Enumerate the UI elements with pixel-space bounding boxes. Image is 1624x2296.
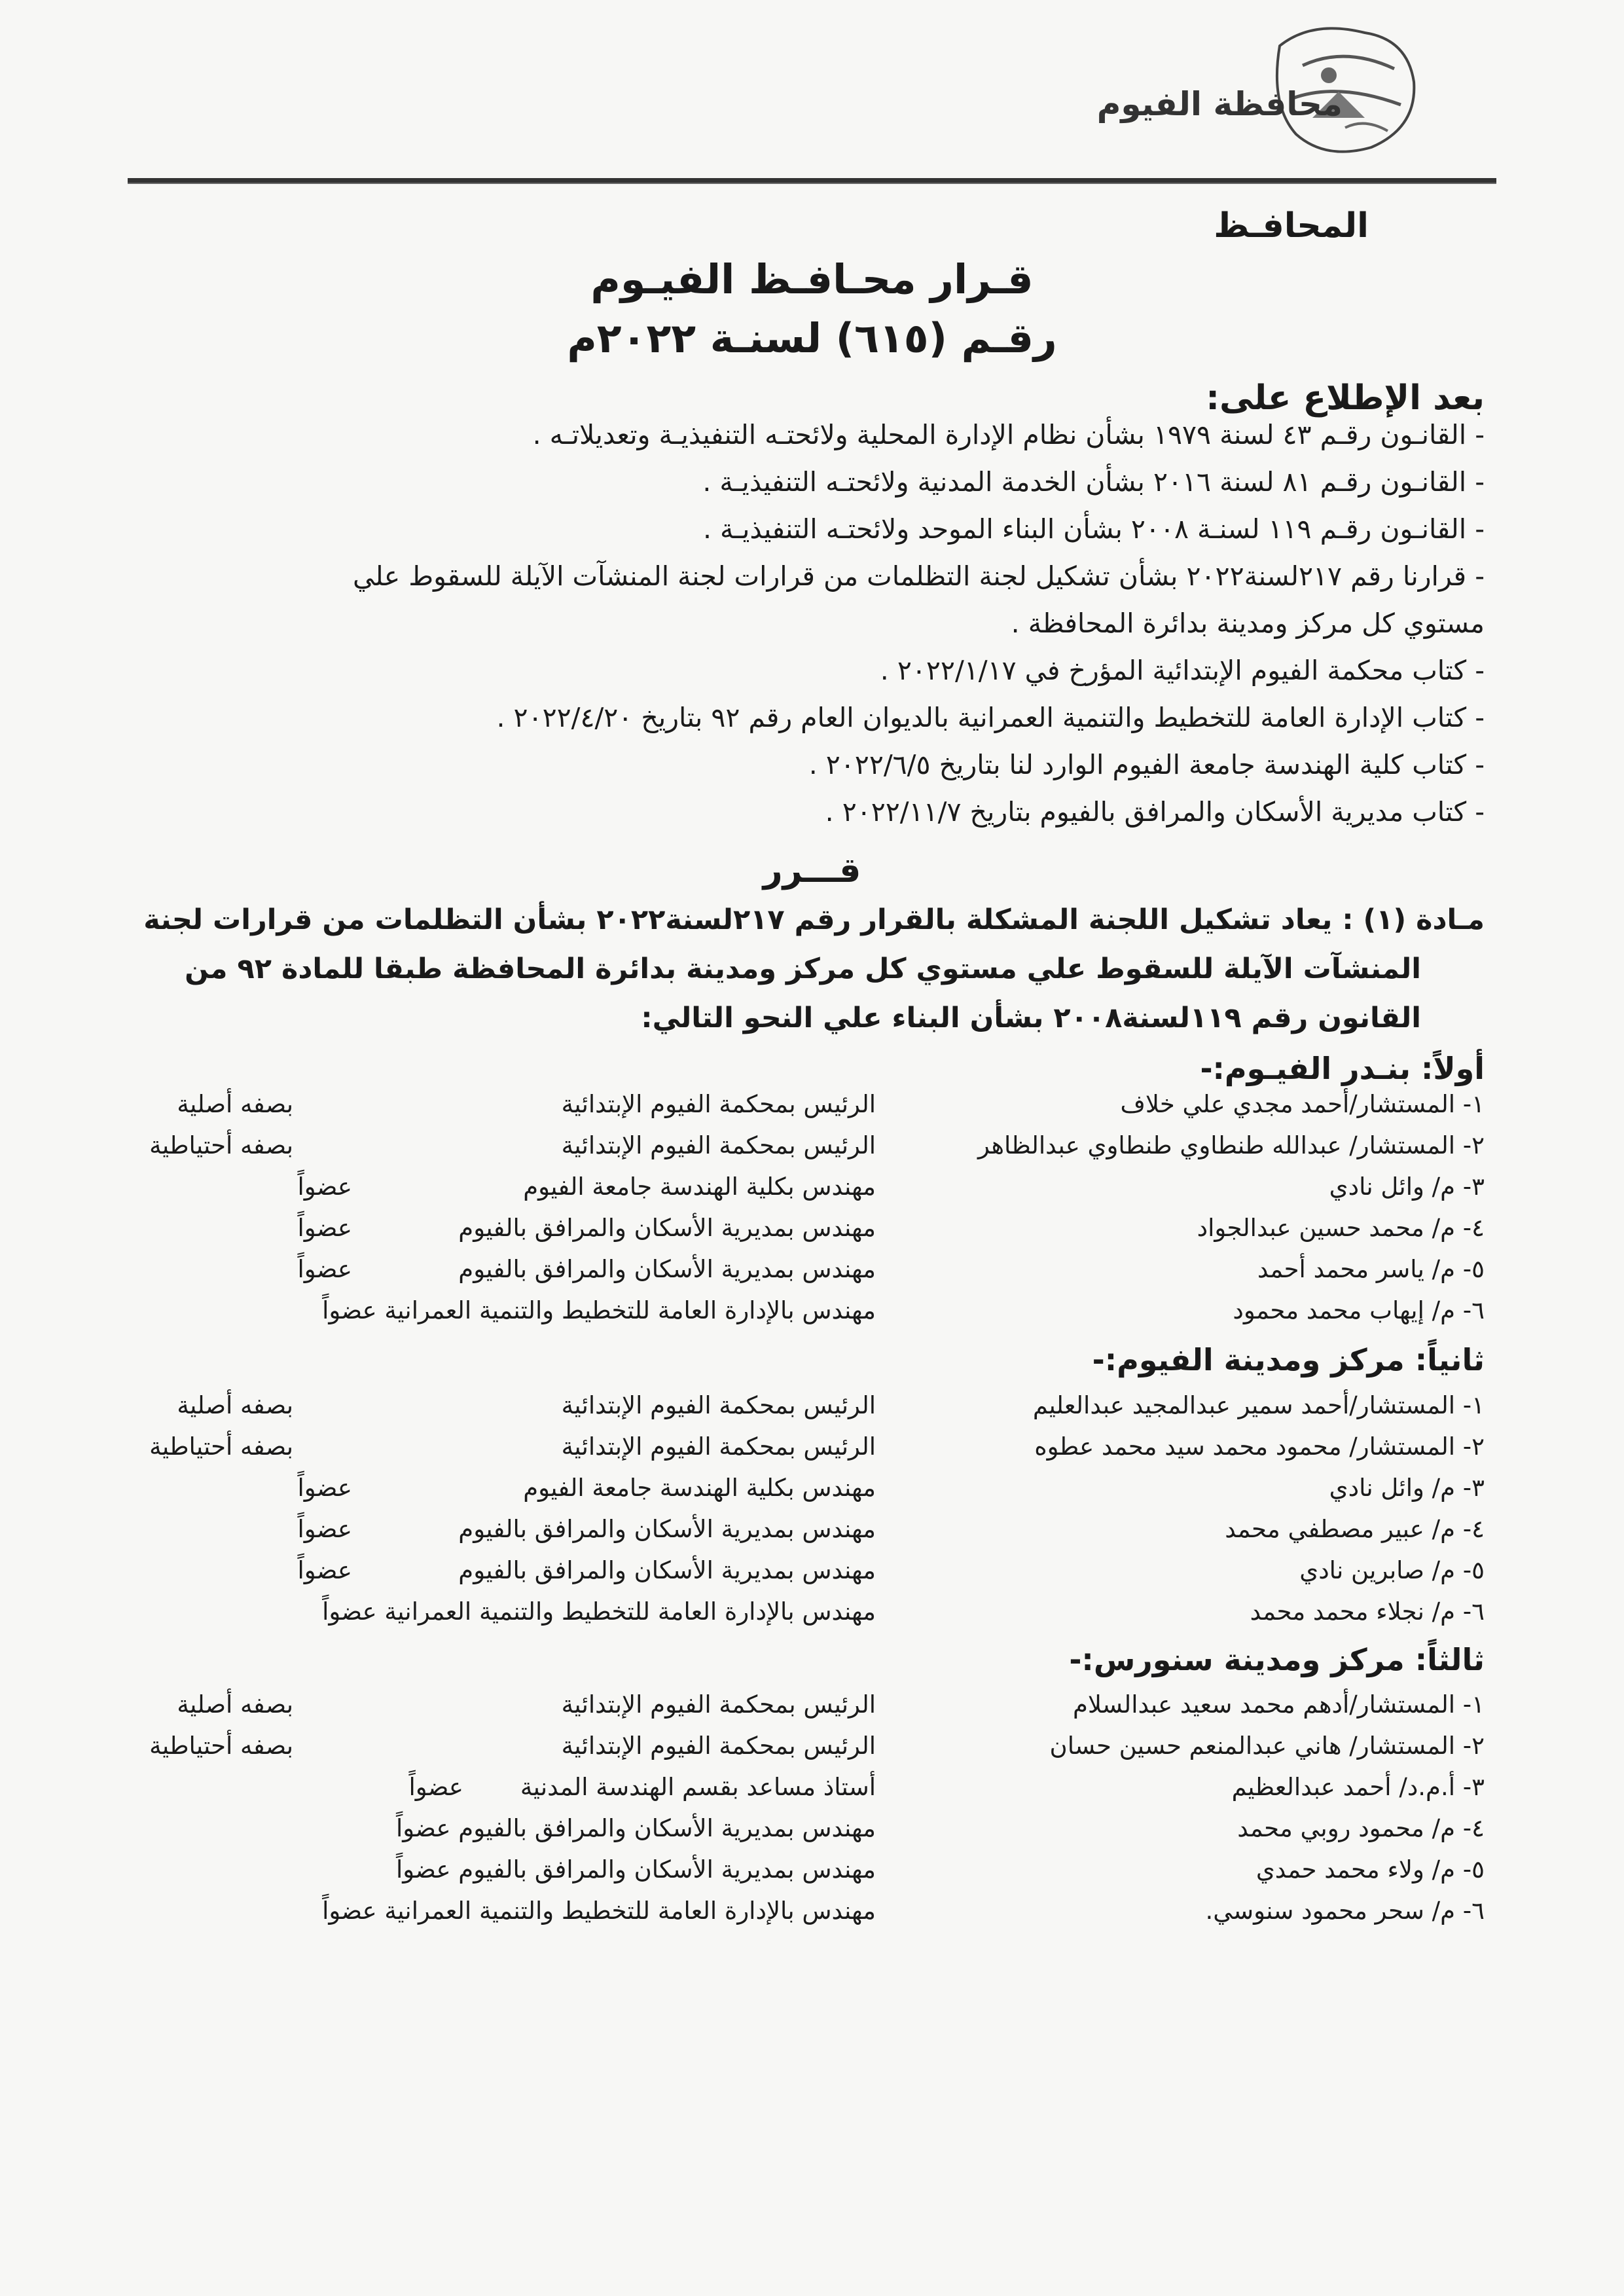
member-capacity: بصفه أحتياطية: [149, 1432, 293, 1461]
member-capacity: عضواً: [297, 1255, 352, 1283]
member-name: ١- المستشار/أحمد مجدي علي خلاف: [1120, 1090, 1485, 1118]
section-heading: ثالثاً: مركز ومدينة سنورس:-: [1069, 1642, 1485, 1677]
member-position: أستاذ مساعد بقسم الهندسة المدنية: [520, 1773, 876, 1801]
member-row: [136, 1515, 1485, 1552]
member-position: مهندس بالإدارة العامة للتخطيط والتنمية العمرانية عضواً: [322, 1597, 876, 1626]
reference-line: - القانـون رقـم ٤٣ لسنة ١٩٧٩ بشأن نظام الإدارة المحلية ولائحتـه التنفيذيـة وتعديلاتـه .: [532, 419, 1485, 450]
member-row: [136, 1732, 1485, 1768]
member-position: مهندس بالإدارة العامة للتخطيط والتنمية العمرانية عضواً: [322, 1296, 876, 1324]
reference-line: - كتاب محكمة الفيوم الإبتدائية المؤرخ في ٢٠٢٢/١/١٧ .: [880, 655, 1485, 686]
member-position: الرئيس بمحكمة الفيوم الإبتدائية: [561, 1391, 876, 1419]
member-name: ٥- م/ ياسر محمد أحمد: [1257, 1255, 1485, 1283]
member-row: [136, 1773, 1485, 1810]
member-name: ٣- م/ وائل نادي: [1329, 1173, 1485, 1201]
member-position: مهندس بمديرية الأسكان والمرافق بالفيوم: [458, 1255, 876, 1283]
reference-line: - كتاب الإدارة العامة للتخطيط والتنمية العمرانية بالديوان العام رقم ٩٢ بتاريخ ٢٠٢٢/٤/٢٠ .: [496, 702, 1485, 733]
reference-line: - كتاب مديرية الأسكان والمرافق بالفيوم بتاريخ ٢٠٢٢/١١/٧ .: [825, 796, 1485, 828]
reference-line: - القانـون رقـم ٨١ لسنة ٢٠١٦ بشأن الخدمة المدنية ولائحتـه التنفيذيـة .: [702, 466, 1485, 498]
member-name: ٥- م/ صابرين نادي: [1299, 1556, 1485, 1584]
member-name: ٣- م/ وائل نادي: [1329, 1474, 1485, 1502]
member-row: [136, 1255, 1485, 1292]
member-position: مهندس بكلية الهندسة جامعة الفيوم: [523, 1474, 876, 1502]
article-1-line: مـادة (١) : يعاد تشكيل اللجنة المشكلة بالقرار رقم ٢١٧لسنة٢٠٢٢ بشأن التظلمات من قرارات لجنة: [143, 903, 1485, 936]
member-capacity: عضواً: [297, 1556, 352, 1584]
member-row: [136, 1131, 1485, 1168]
member-position: الرئيس بمحكمة الفيوم الإبتدائية: [561, 1732, 876, 1760]
member-row: [136, 1556, 1485, 1593]
member-name: ٦- م/ سحر محمود سنوسي.: [1205, 1897, 1485, 1925]
preamble-heading: بعد الإطلاع على:: [1206, 378, 1485, 418]
reference-line: - قرارنا رقم ٢١٧لسنة٢٠٢٢ بشأن تشكيل لجنة التظلمات من قرارات لجنة المنشآت الآيلة للسقوط علي: [352, 560, 1485, 592]
member-position: الرئيس بمحكمة الفيوم الإبتدائية: [561, 1131, 876, 1159]
article-1-line: القانون رقم ١١٩لسنة٢٠٠٨ بشأن البناء علي النحو التالي:: [641, 1002, 1421, 1034]
member-name: ١- المستشار/أحمد سمير عبدالمجيد عبدالعليم: [1032, 1391, 1485, 1419]
member-capacity: عضواً: [408, 1773, 463, 1801]
member-position: الرئيس بمحكمة الفيوم الإبتدائية: [561, 1690, 876, 1719]
article-1-line: المنشآت الآيلة للسقوط علي مستوي كل مركز ومدينة بدائرة المحافظة طبقا للمادة ٩٢ من: [185, 953, 1421, 985]
member-position: مهندس بالإدارة العامة للتخطيط والتنمية العمرانية عضواً: [322, 1897, 876, 1925]
section-heading: أولاً: بنـدر الفيـوم:-: [1200, 1051, 1485, 1086]
member-position: مهندس بمديرية الأسكان والمرافق بالفيوم: [458, 1515, 876, 1543]
member-row: [136, 1690, 1485, 1727]
member-row: [136, 1474, 1485, 1510]
member-position: مهندس بمديرية الأسكان والمرافق بالفيوم: [458, 1214, 876, 1242]
member-row: [136, 1214, 1485, 1250]
decided-heading: قـــرر: [763, 851, 861, 890]
member-name: ٣- أ.م.د/ أحمد عبدالعظيم: [1231, 1773, 1485, 1801]
member-name: ٢- المستشار/ هاني عبدالمنعم حسين حسان: [1049, 1732, 1485, 1760]
office-label: المحافـظ: [1214, 206, 1369, 246]
member-name: ١- المستشار/أدهم محمد سعيد عبدالسلام: [1072, 1690, 1485, 1719]
member-capacity: عضواً: [297, 1214, 352, 1242]
governorate-name: محافظة الفيوم: [1096, 85, 1343, 123]
member-capacity: بصفه أصلية: [177, 1690, 293, 1719]
header-rule: [128, 178, 1496, 184]
member-position: مهندس بمديرية الأسكان والمرافق بالفيوم: [458, 1556, 876, 1584]
member-name: ٦- م/ إيهاب محمد محمود: [1233, 1296, 1485, 1324]
member-capacity: عضواً: [297, 1173, 352, 1201]
member-row: [136, 1897, 1485, 1933]
member-name: ٤- م/ محمود روبي محمد: [1237, 1814, 1485, 1842]
member-position: مهندس بمديرية الأسكان والمرافق بالفيوم عضواً: [395, 1855, 876, 1884]
member-name: ٤- م/ عبير مصطفي محمد: [1225, 1515, 1485, 1543]
decision-title: قـرار محـافـظ الفيـوم: [590, 255, 1034, 303]
member-name: ٥- م/ ولاء محمد حمدي: [1255, 1855, 1485, 1884]
member-row: [136, 1173, 1485, 1209]
member-capacity: بصفه أصلية: [177, 1090, 293, 1118]
member-row: [136, 1855, 1485, 1892]
member-position: مهندس بمديرية الأسكان والمرافق بالفيوم عضواً: [395, 1814, 876, 1842]
member-capacity: بصفه أحتياطية: [149, 1131, 293, 1159]
section-heading: ثانياً: مركز ومدينة الفيوم:-: [1092, 1342, 1485, 1377]
member-name: ٢- المستشار/ محمود محمد سيد محمد عطوه: [1034, 1432, 1485, 1461]
member-name: ٦- م/ نجلاء محمد محمد: [1250, 1597, 1485, 1626]
reference-line: مستوي كل مركز ومدينة بدائرة المحافظة .: [1011, 608, 1485, 639]
member-position: الرئيس بمحكمة الفيوم الإبتدائية: [561, 1432, 876, 1461]
reference-line: - كتاب كلية الهندسة جامعة الفيوم الوارد لنا بتاريخ ٢٠٢٢/٦/٥ .: [808, 749, 1485, 780]
member-capacity: بصفه أحتياطية: [149, 1732, 293, 1760]
member-row: [136, 1090, 1485, 1127]
member-row: [136, 1814, 1485, 1851]
member-name: ٤- م/ محمد حسين عبدالجواد: [1197, 1214, 1485, 1242]
member-row: [136, 1296, 1485, 1333]
member-row: [136, 1391, 1485, 1428]
member-row: [136, 1597, 1485, 1634]
member-capacity: بصفه أصلية: [177, 1391, 293, 1419]
member-position: مهندس بكلية الهندسة جامعة الفيوم: [523, 1173, 876, 1201]
member-row: [136, 1432, 1485, 1469]
member-capacity: عضواً: [297, 1474, 352, 1502]
member-capacity: عضواً: [297, 1515, 352, 1543]
decision-number: رقـم (٦١٥) لسنـة ٢٠٢٢م: [567, 314, 1057, 362]
member-position: الرئيس بمحكمة الفيوم الإبتدائية: [561, 1090, 876, 1118]
member-name: ٢- المستشار/ عبدالله طنطاوي طنطاوي عبدالظاهر: [978, 1131, 1485, 1159]
reference-line: - القانـون رقـم ١١٩ لسنـة ٢٠٠٨ بشأن البناء الموحد ولائحتـه التنفيذيـة .: [702, 513, 1485, 545]
